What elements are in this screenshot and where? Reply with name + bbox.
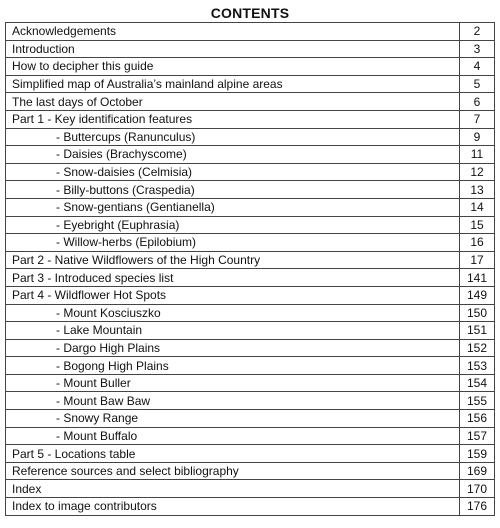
contents-row: [6, 286, 495, 304]
contents-row: [6, 427, 495, 445]
contents-page-number: 151: [460, 322, 495, 340]
contents-subentry-label: - Mount Kosciuszko: [6, 304, 460, 322]
contents-table: [5, 22, 495, 516]
contents-page-number: 169: [460, 462, 495, 480]
contents-page-number: 157: [460, 427, 495, 445]
contents-entry-label: Acknowledgements: [6, 23, 460, 41]
contents-row: [6, 75, 495, 93]
contents-row: [6, 216, 495, 234]
contents-row: [6, 234, 495, 252]
contents-entry-label: How to decipher this guide: [6, 58, 460, 76]
contents-subentry-label: - Lake Mountain: [6, 322, 460, 340]
contents-page-number: 156: [460, 410, 495, 428]
contents-row: [6, 93, 495, 111]
contents-subentry-label: - Mount Buffalo: [6, 427, 460, 445]
contents-page-number: 11: [460, 146, 495, 164]
contents-row: [6, 251, 495, 269]
contents-page-number: 9: [460, 128, 495, 146]
contents-row: [6, 128, 495, 146]
contents-subentry-label: - Mount Buller: [6, 374, 460, 392]
contents-page-number: 155: [460, 392, 495, 410]
contents-subentry-label: - Billy-buttons (Craspedia): [6, 181, 460, 199]
contents-page-number: 5: [460, 75, 495, 93]
contents-page-number: 15: [460, 216, 495, 234]
contents-page-number: 154: [460, 374, 495, 392]
contents-row: [6, 304, 495, 322]
contents-entry-label: Index: [6, 480, 460, 498]
contents-row: [6, 198, 495, 216]
contents-subentry-label: - Snow-gentians (Gentianella): [6, 198, 460, 216]
contents-page-number: 176: [460, 498, 495, 516]
contents-entry-label: Part 1 - Key identification features: [6, 110, 460, 128]
contents-subentry-label: - Snow-daisies (Celmisia): [6, 163, 460, 181]
contents-row: [6, 480, 495, 498]
contents-page-number: 13: [460, 181, 495, 199]
contents-page-number: 7: [460, 110, 495, 128]
contents-row: [6, 410, 495, 428]
contents-row: [6, 322, 495, 340]
contents-entry-label: Part 5 - Locations table: [6, 445, 460, 463]
contents-row: [6, 146, 495, 164]
contents-page-number: 170: [460, 480, 495, 498]
contents-row: [6, 181, 495, 199]
contents-row: [6, 269, 495, 287]
contents-entry-label: Reference sources and select bibliography: [6, 462, 460, 480]
contents-row: [6, 357, 495, 375]
contents-entry-label: Introduction: [6, 40, 460, 58]
contents-subentry-label: - Buttercups (Ranunculus): [6, 128, 460, 146]
contents-row: [6, 110, 495, 128]
contents-page-number: 17: [460, 251, 495, 269]
contents-row: [6, 462, 495, 480]
contents-page-number: 149: [460, 286, 495, 304]
contents-row: [6, 498, 495, 516]
page-title: CONTENTS: [210, 5, 290, 21]
contents-entry-label: Part 3 - Introduced species list: [6, 269, 460, 287]
contents-subentry-label: - Eyebright (Euphrasia): [6, 216, 460, 234]
contents-page-number: 153: [460, 357, 495, 375]
contents-row: [6, 374, 495, 392]
contents-subentry-label: - Dargo High Plains: [6, 339, 460, 357]
contents-entry-label: Part 2 - Native Wildflowers of the High Country: [6, 251, 460, 269]
contents-page-number: 2: [460, 23, 495, 41]
contents-page-number: 152: [460, 339, 495, 357]
contents-row: [6, 392, 495, 410]
contents-page-number: 159: [460, 445, 495, 463]
contents-page-number: 16: [460, 234, 495, 252]
contents-subentry-label: - Mount Baw Baw: [6, 392, 460, 410]
contents-row: [6, 339, 495, 357]
contents-row: [6, 40, 495, 58]
contents-row: [6, 58, 495, 76]
contents-row: [6, 23, 495, 41]
contents-page-number: 3: [460, 40, 495, 58]
contents-page-number: 6: [460, 93, 495, 111]
contents-subentry-label: - Willow-herbs (Epilobium): [6, 234, 460, 252]
contents-page-number: 141: [460, 269, 495, 287]
contents-page-number: 150: [460, 304, 495, 322]
contents-entry-label: Part 4 - Wildflower Hot Spots: [6, 286, 460, 304]
contents-page-number: 14: [460, 198, 495, 216]
contents-subentry-label: - Daisies (Brachyscome): [6, 146, 460, 164]
contents-entry-label: Simplified map of Australia’s mainland alpine areas: [6, 75, 460, 93]
contents-row: [6, 445, 495, 463]
contents-subentry-label: - Snowy Range: [6, 410, 460, 428]
contents-page-number: 12: [460, 163, 495, 181]
contents-subentry-label: - Bogong High Plains: [6, 357, 460, 375]
contents-row: [6, 163, 495, 181]
contents-entry-label: The last days of October: [6, 93, 460, 111]
contents-page-number: 4: [460, 58, 495, 76]
contents-entry-label: Index to image contributors: [6, 498, 460, 516]
contents-table-body: [6, 23, 495, 516]
